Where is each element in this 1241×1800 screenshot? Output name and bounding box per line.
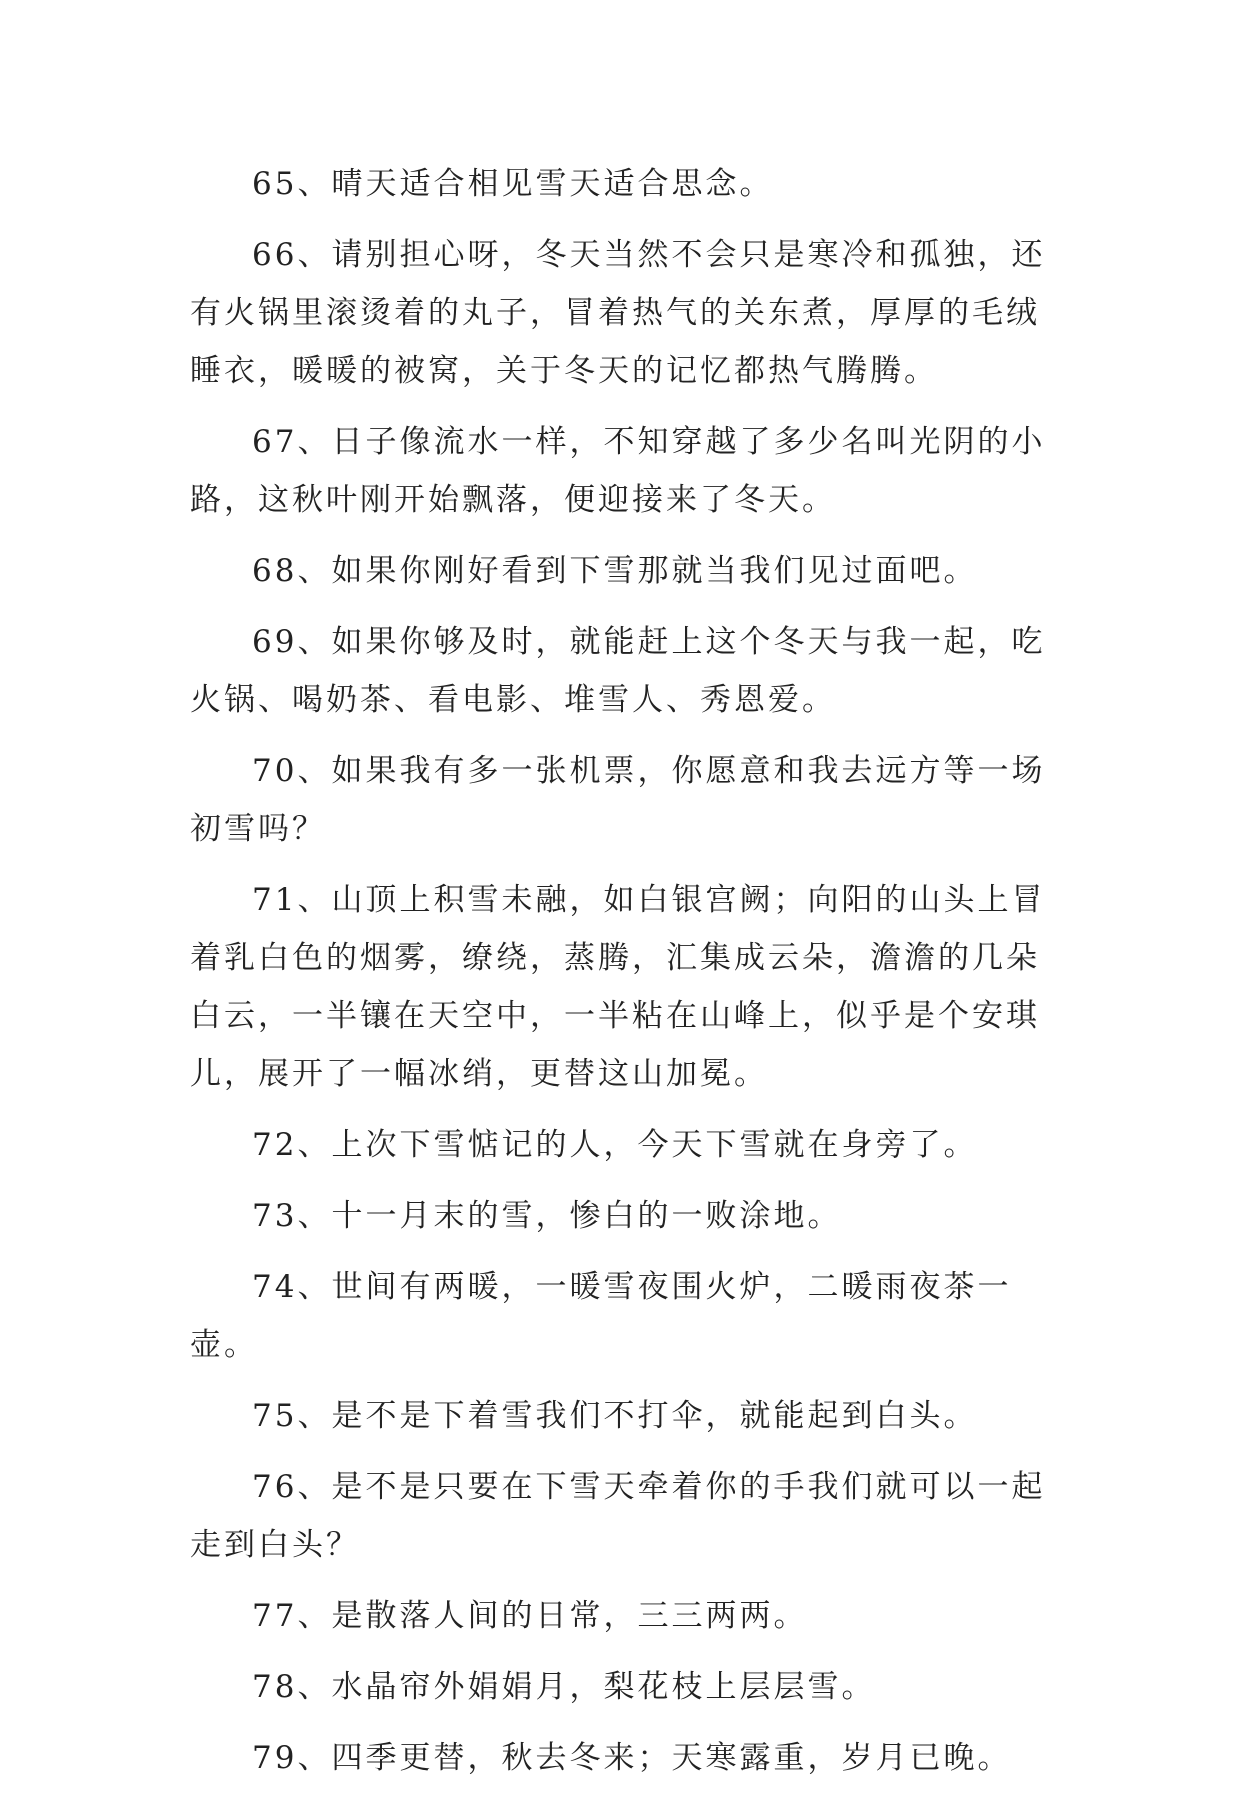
paragraph-71: 71、山顶上积雪未融，如白银宫阙；向阳的山头上冒着乳白色的烟雾，缭绕，蒸腾，汇集成云朵，澹澹的几朵白云，一半镶在天空中，一半粘在山峰上，似乎是个安琪儿，展开了一幅冰绡，更替这山加冕。 [190,882,1046,1092]
paragraph-70: 70、如果我有多一张机票，你愿意和我去远方等一场初雪吗？ [190,753,1046,847]
paragraph-69: 69、如果你够及时，就能赶上这个冬天与我一起，吃火锅、喝奶茶、看电影、堆雪人、秀恩爱。 [190,624,1046,718]
paragraph-66: 66、请别担心呀，冬天当然不会只是寒冷和孤独，还有火锅里滚烫着的丸子，冒着热气的关东煮，厚厚的毛绒睡衣，暖暖的被窝，关于冬天的记忆都热气腾腾。 [190,237,1046,389]
paragraph-79: 79、四季更替，秋去冬来；天寒露重，岁月已晚。 [252,1740,1012,1776]
paragraph-77: 77、是散落人间的日常，三三两两。 [252,1598,808,1634]
paragraph-75: 75、是不是下着雪我们不打伞，就能起到白头。 [252,1398,978,1434]
paragraph-67: 67、日子像流水一样，不知穿越了多少名叫光阴的小路，这秋叶刚开始飘落，便迎接来了冬天。 [190,424,1046,518]
paragraph-78: 78、水晶帘外娟娟月，梨花枝上层层雪。 [252,1669,876,1705]
paragraph-68: 68、如果你刚好看到下雪那就当我们见过面吧。 [252,553,978,589]
paragraph-76: 76、是不是只要在下雪天牵着你的手我们就可以一起走到白头？ [190,1469,1046,1563]
paragraph-72: 72、上次下雪惦记的人，今天下雪就在身旁了。 [252,1127,978,1163]
document-body [190,155,1050,1800]
paragraph-73: 73、十一月末的雪，惨白的一败涂地。 [252,1198,842,1234]
paragraph-74: 74、世间有两暖，一暖雪夜围火炉，二暖雨夜茶一壶。 [190,1269,1012,1363]
paragraph-65: 65、晴天适合相见雪天适合思念。 [252,166,774,202]
